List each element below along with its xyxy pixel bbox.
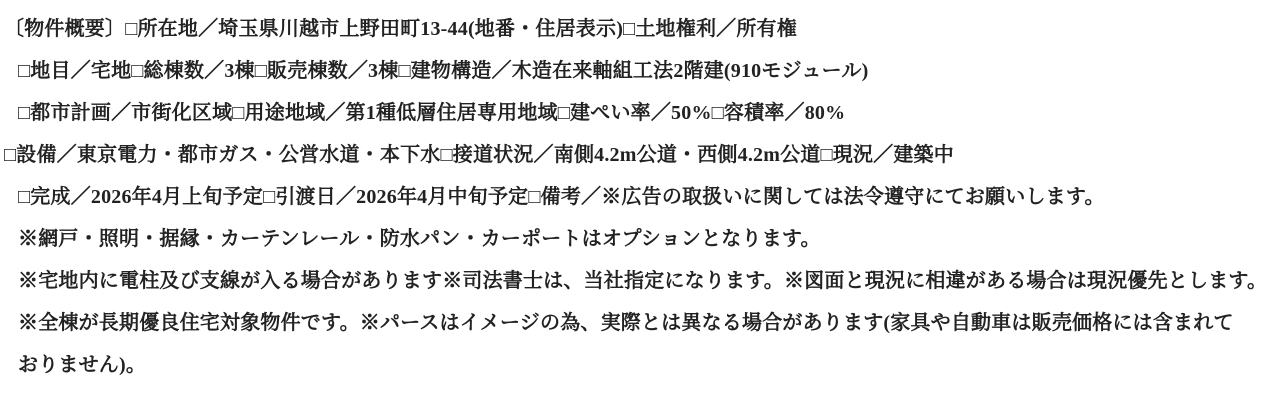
document-line-5: □完成／2026年4月上旬予定□引渡日／2026年4月中旬予定□備考／※広告の取扱いに関しては法令遵守にてお願いします。 [18,186,1105,208]
document-line-3: □都市計画／市街化区域□用途地域／第1種低層住居専用地域□建ぺい率／50%□容積率／80% [18,102,846,124]
document-line-8: ※全棟が長期優良住宅対象物件です。※パースはイメージの為、実際とは異なる場合があります(家具や自動車は販売価格には含まれて [18,312,1234,334]
document-line-6: ※網戸・照明・据縁・カーテンレール・防水パン・カーポートはオプションとなります。 [18,228,821,250]
document-line-4: □設備／東京電力・都市ガス・公営水道・本下水□接道状況／南側4.2m公道・西側4.2m公道□現況／建築中 [4,144,954,166]
document-line-7: ※宅地内に電柱及び支線が入る場合があります※司法書士は、当社指定になります。※図面と現況に相違がある場合は現況優先とします。 [18,270,1268,292]
document-line-2: □地目／宅地□総棟数／3棟□販売棟数／3棟□建物構造／木造在来軸組工法2階建(910モジュール) [18,60,869,82]
document-line-1: 〔物件概要〕□所在地／埼玉県川越市上野田町13-44(地番・住居表示)□土地権利／所有権 [4,18,797,40]
document-line-9: おりません)。 [18,354,147,376]
